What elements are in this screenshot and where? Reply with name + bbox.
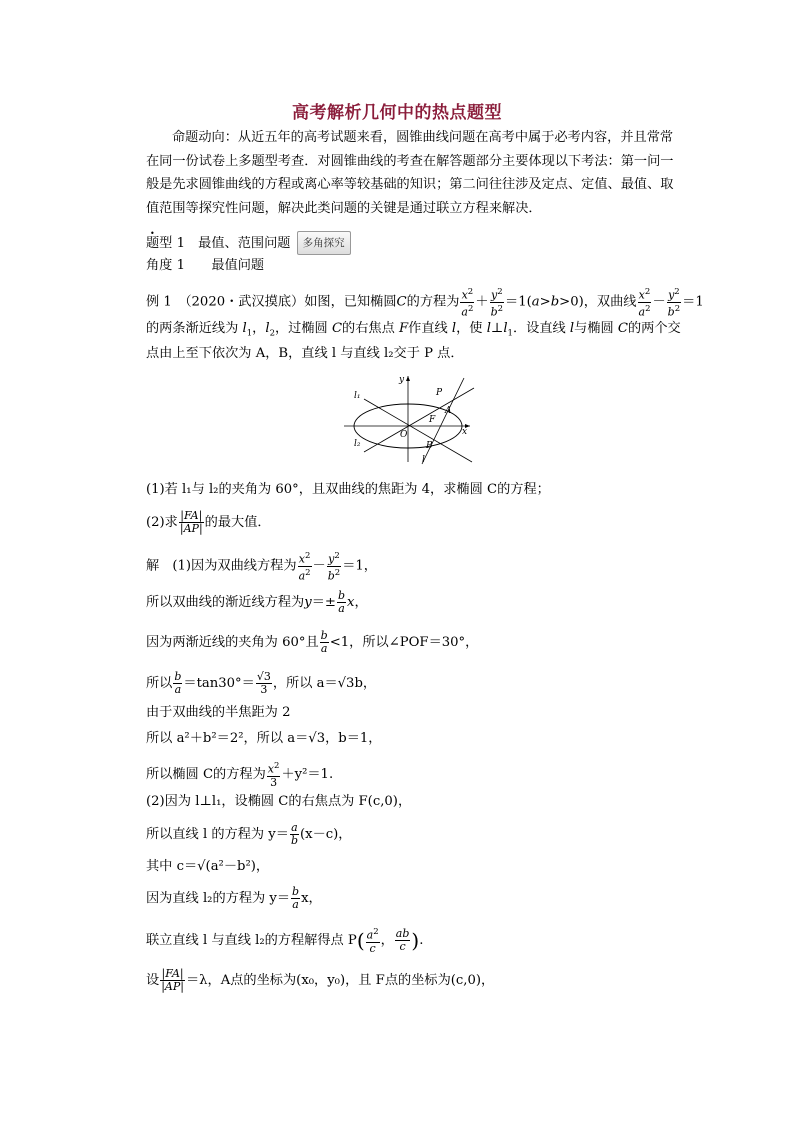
- solution-line-8: (2)因为 l⊥l₁，设椭圆 C的右焦点为 F(c,0)，: [146, 794, 412, 809]
- solution-line-12: 联立直线 l 与直线 l₂的方程解得点 P( $\frac{a^2}{c}$ ， $\frac{ab}{c}$ ).: [146, 926, 424, 955]
- explore-badge[interactable]: 多角探究: [297, 231, 351, 255]
- question-1: (1)若 l₁与 l₂的夹角为 60°，且双曲线的焦距为 4，求椭圆 C的方程；: [146, 482, 550, 497]
- label-l1: l₁: [354, 391, 361, 401]
- solution-line-5: 由于双曲线的半焦距为 2: [146, 705, 291, 720]
- label-o: O: [400, 430, 408, 440]
- label-y: y: [399, 375, 405, 385]
- label-x: x: [462, 427, 468, 437]
- line-l1: [364, 399, 472, 462]
- example-line-3: 点由上至下依次为 A，B，直线 l 与直线 l₂交于 P 点．: [146, 346, 464, 361]
- solution-line-11: 因为直线 l₂的方程为 y＝ $\frac{b}{a}$ x，: [146, 885, 322, 911]
- solution-line-6: 所以 a²＋b²＝2²，所以 a＝√3，b＝1，: [146, 731, 382, 746]
- label-b: B: [426, 441, 433, 451]
- example-line-1: 例 1 （2020・武汉摸底）如图，已知椭圆C的方程为 $\frac{x^2}{a^2}$ ＋ $\frac{y^2}{b^2}$ ＝1(a>b>0)，双曲线 $\frac{x^2}{a^2}$ － $\frac{y^2}{b^2}$ ＝1: [146, 287, 704, 319]
- solution-line-10: 其中 c＝√(a²－b²)，: [146, 859, 270, 874]
- type-heading: [146, 231, 351, 255]
- example-prefix: 例 1 （2020・武汉摸底）如图，已知椭圆: [146, 294, 397, 310]
- ellipse-diagram: [344, 374, 480, 466]
- angle-heading: 角度 1 最值问题: [146, 258, 265, 273]
- page-title: 高考解析几何中的热点题型: [292, 103, 502, 123]
- label-f: F: [429, 415, 436, 425]
- label-l2: l₂: [354, 439, 361, 449]
- solution-line-2: 所以双曲线的渐近线方程为y＝± $\frac{b}{a}$ x，: [146, 589, 368, 615]
- solution-line-7: 所以椭圆 C的方程为 $\frac{x^2}{3}$ ＋y²＝1.: [146, 761, 334, 789]
- label-l: l: [422, 455, 425, 465]
- y-axis-arrow: [406, 376, 410, 381]
- label-p: P: [436, 388, 443, 398]
- solution-line-13: 设 $\frac{|FA|}{|AP|}$ ＝λ，A点的坐标为(x₀，y₀)，且 F点的坐标为(c,0)，: [146, 967, 495, 993]
- solution-line-4: 所以 $\frac{b}{a}$ ＝tan30°＝ $\frac{√3}{3}$ ，所以 a＝√3b，: [146, 670, 377, 696]
- type1-label: • 题型 1 最值、范围问题: [146, 236, 290, 251]
- solution-line-1: 解 (1)因为双曲线方程为 $\frac{x^2}{a^2}$ － $\frac{y^2}{b^2}$ ＝1，: [146, 551, 377, 583]
- line-l2: [364, 388, 474, 452]
- label-a: A: [445, 406, 452, 416]
- question-2: (2)求 $\frac{|FA|}{|AP|}$ 的最大值．: [146, 509, 271, 535]
- solution-line-9: 所以直线 l 的方程为 y＝ $\frac{a}{b}$ (x－c)，: [146, 821, 352, 847]
- example-line-2: 的两条渐近线为 $l_1$，$l_2$，过椭圆 C的右焦点 F作直线 l，使 $l\perp l_1$．设直线 l与椭圆 C的两个交: [146, 321, 681, 339]
- intro-paragraph: 命题动向：从近五年的高考试题来看，圆锥曲线问题在高考中属于必考内容，并且常常在同一份试卷上多题型考查．对圆锥曲线的考查在解答题部分主要体现以下考法：第一问一般是先求圆锥曲线的方程或离心率等较基础的知识；第二问往往涉及定点、定值、最值、取值范围等探究性问题，解决此类问题的关键是通过联立方程来解决．: [146, 130, 674, 216]
- solution-line-3: 因为两渐近线的夹角为 60°且 $\frac{b}{a}$ <1，所以∠POF＝30°，: [146, 629, 479, 655]
